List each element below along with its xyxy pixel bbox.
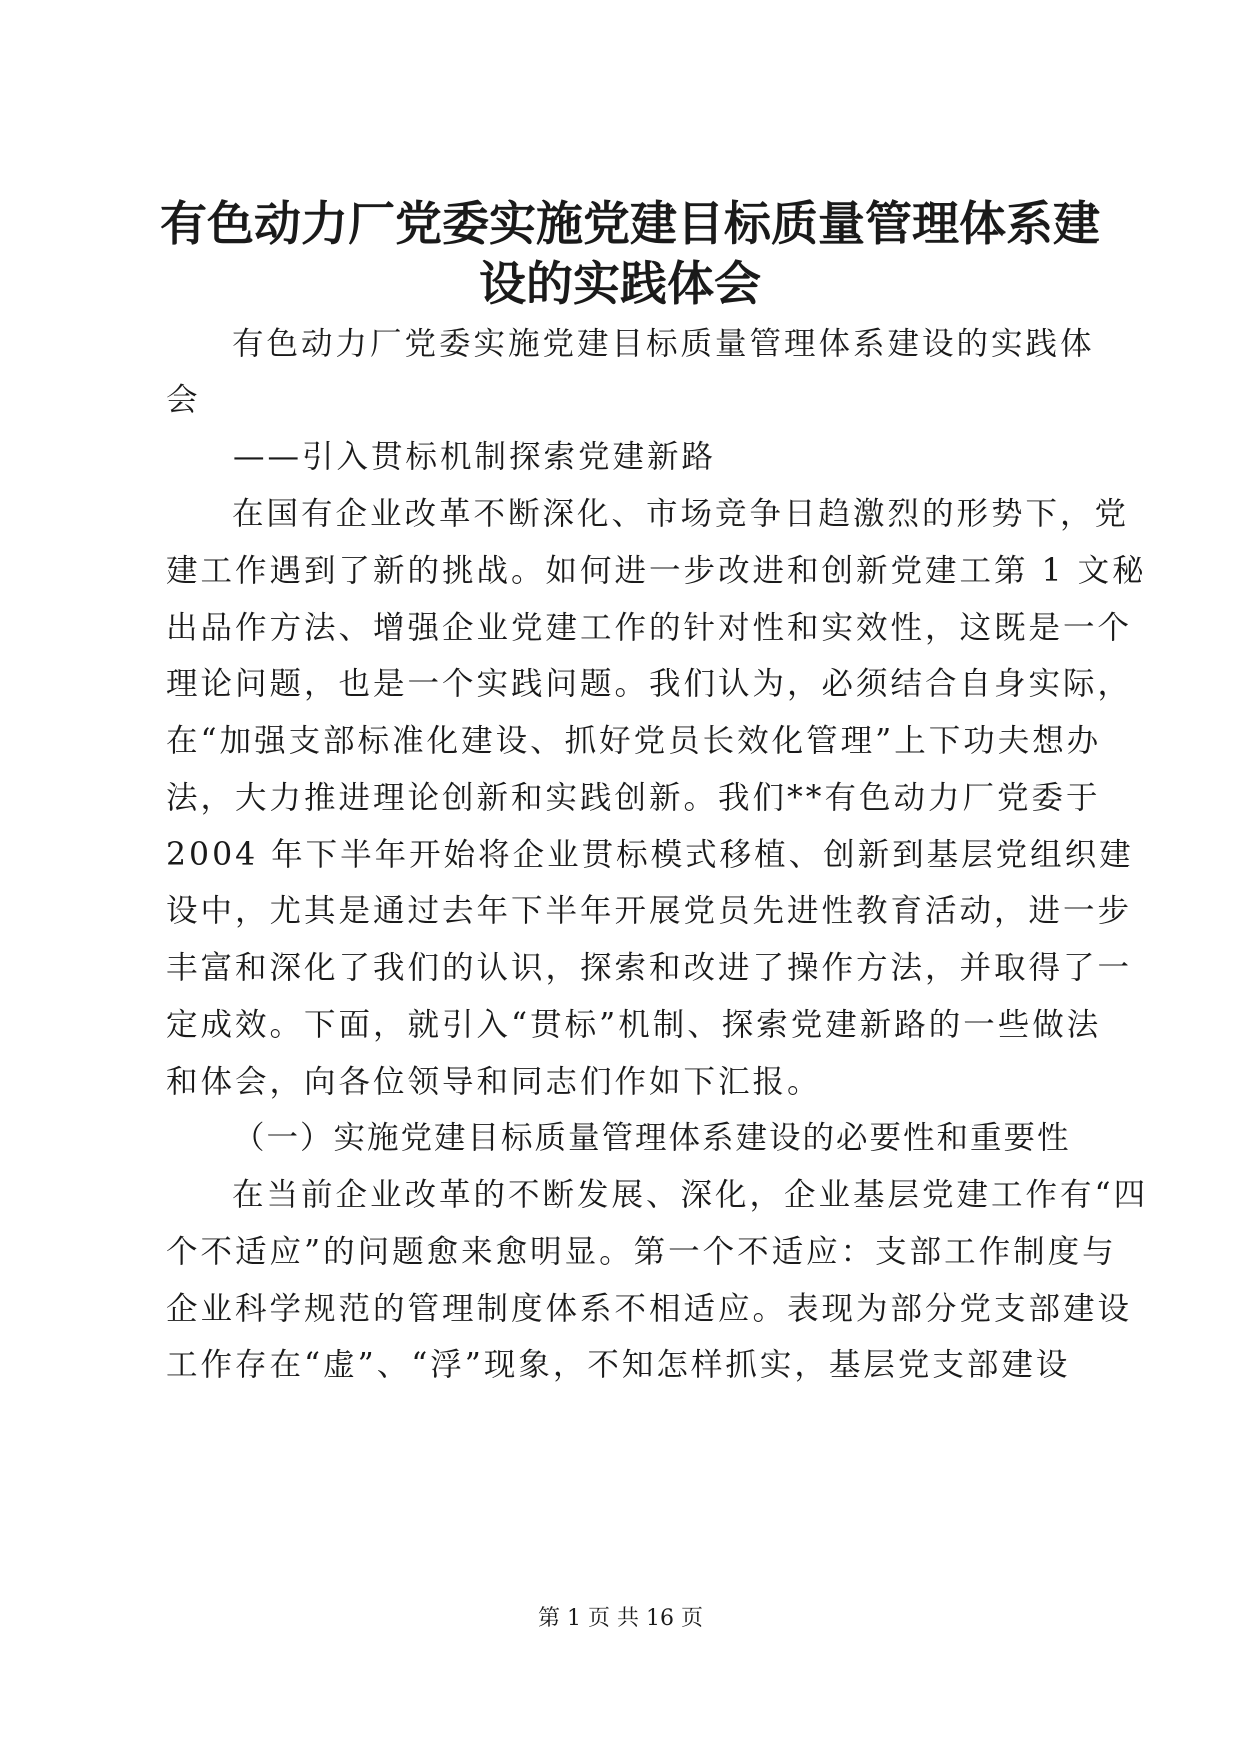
- body-line: 企业科学规范的管理制度体系不相适应。表现为部分党支部建设: [166, 1291, 1133, 1327]
- body-line: 法，大力推进理论创新和实践创新。我们**有色动力厂党委于: [166, 780, 1101, 816]
- body-line: 出品作方法、增强企业党建工作的针对性和实效性，这既是一个: [166, 610, 1133, 646]
- body-line: 定成效。下面，就引入“贯标”机制、探索党建新路的一些做法: [166, 1007, 1102, 1043]
- section-heading: （一）实施党建目标质量管理体系建设的必要性和重要性: [233, 1120, 1071, 1156]
- document-title-line-1: 有色动力厂党委实施党建目标质量管理体系建: [160, 197, 1100, 252]
- body-line: 会: [166, 382, 201, 418]
- body-line: 2004 年下半年开始将企业贯标模式移植、创新到基层党组织建: [166, 837, 1134, 873]
- body-line: 有色动力厂党委实施党建目标质量管理体系建设的实践体: [232, 326, 1095, 362]
- body-line: 理论问题，也是一个实践问题。我们认为，必须结合自身实际，: [166, 666, 1133, 702]
- body-line: 在“加强支部标准化建设、抓好党员长效化管理”上下功夫想办: [166, 723, 1102, 759]
- body-line: 和体会，向各位领导和同志们作如下汇报。: [166, 1064, 822, 1100]
- body-line: 个不适应”的问题愈来愈明显。第一个不适应：支部工作制度与: [166, 1234, 1117, 1270]
- body-line: 工作存在“虚”、“浮”现象，不知怎样抓实，基层党支部建设: [166, 1347, 1071, 1383]
- body-line: 在当前企业改革的不断发展、深化，企业基层党建工作有“四: [232, 1177, 1149, 1213]
- body-line: 设中，尤其是通过去年下半年开展党员先进性教育活动，进一步: [166, 893, 1133, 929]
- body-line: 丰富和深化了我们的认识，探索和改进了操作方法，并取得了一: [166, 950, 1133, 986]
- body-line: 在国有企业改革不断深化、市场竞争日趋激烈的形势下，党: [232, 496, 1130, 532]
- page-footer: 第 1 页 共 16 页: [538, 1606, 703, 1631]
- document-title-line-2: 设的实践体会: [479, 257, 761, 312]
- body-line: 建工作遇到了新的挑战。如何进一步改进和创新党建工第 1 文秘: [166, 553, 1147, 589]
- subtitle-line: ——引入贯标机制探索党建新路: [233, 439, 717, 475]
